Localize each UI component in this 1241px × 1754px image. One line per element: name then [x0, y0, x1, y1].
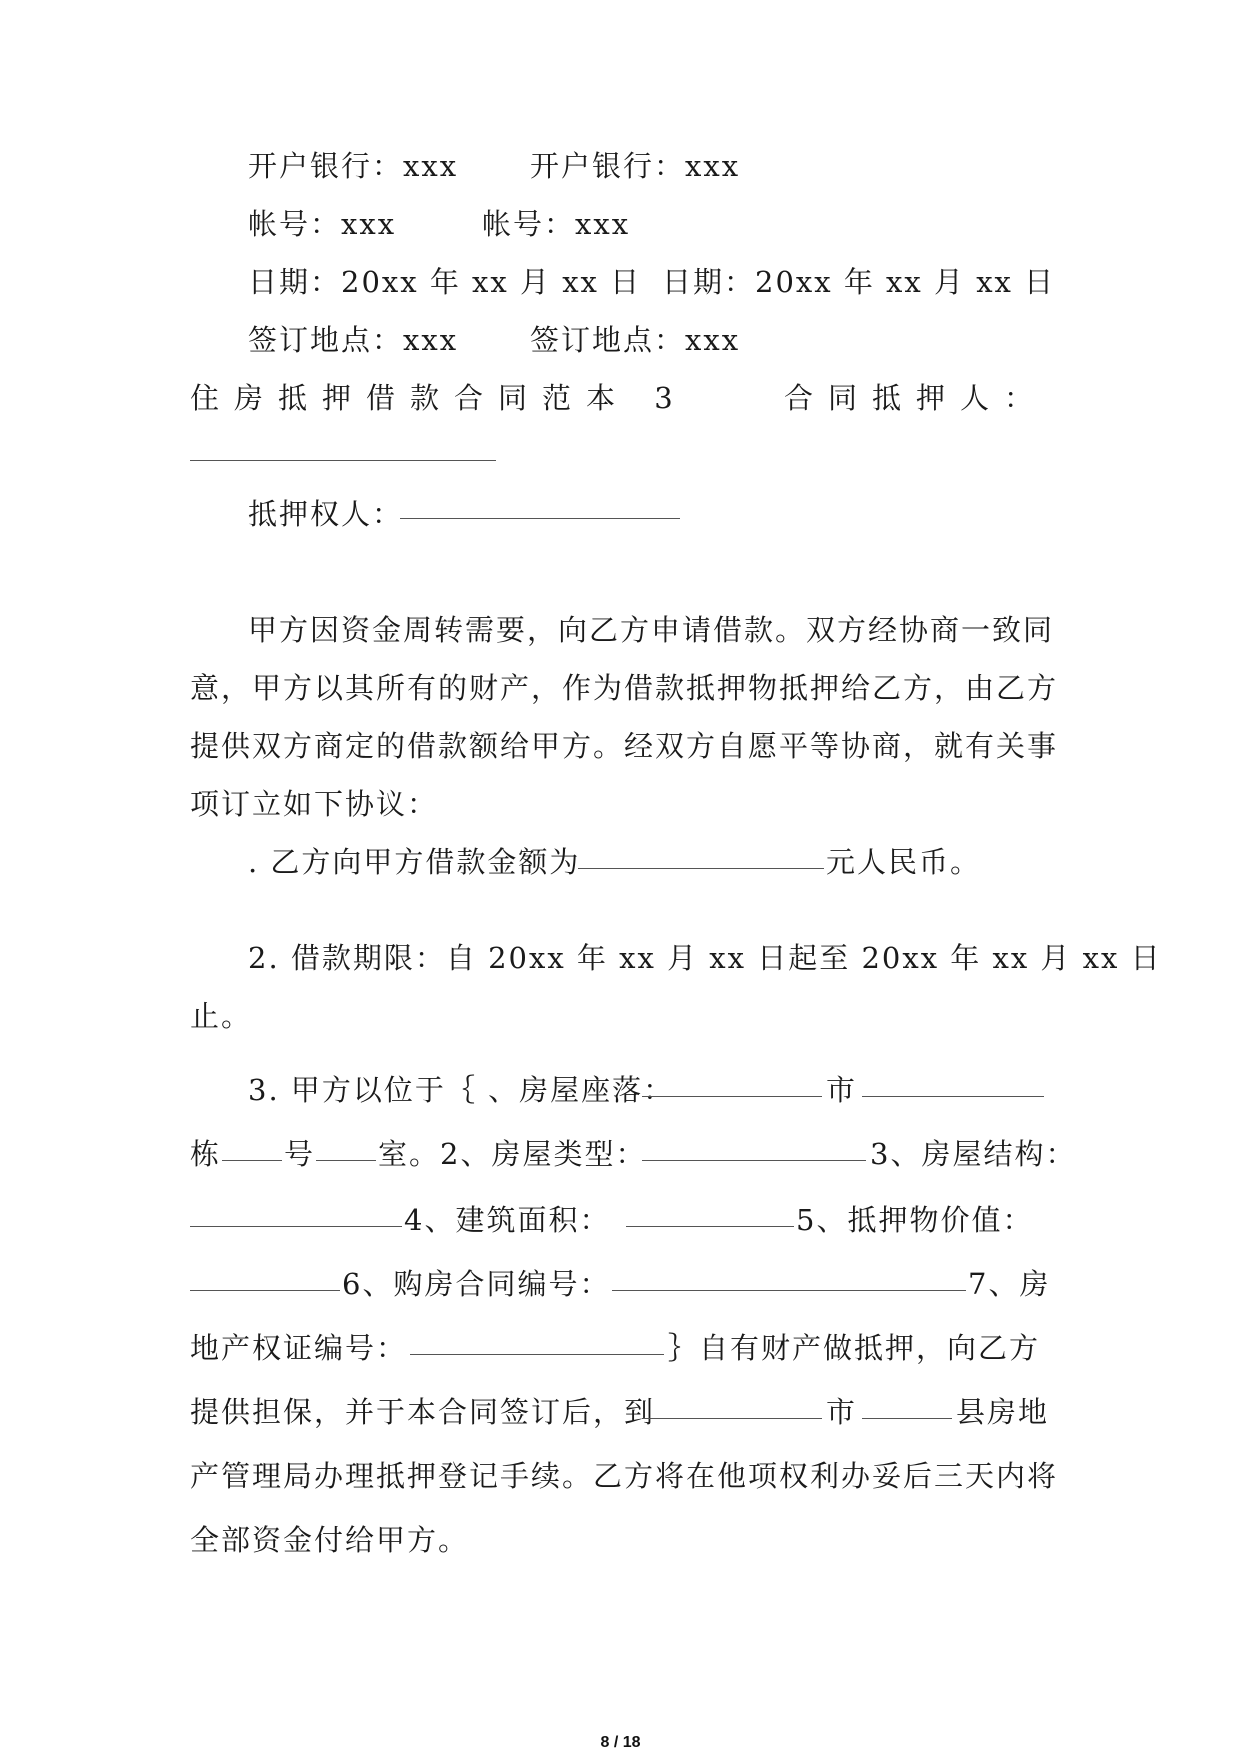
clause2-line-1: 2. 借款期限：自 20xx 年 xx 月 xx 日起至 20xx 年 xx 月 xx 日 [248, 941, 1162, 975]
place-b: 签订地点：xxx [530, 323, 741, 357]
clause3-line2-d: 3、房屋结构： [870, 1137, 1077, 1171]
clause3-line1-b: 市 [826, 1073, 858, 1107]
clause3-line7: 产管理局办理抵押登记手续。乙方将在他项权利办妥后三天内将 [190, 1459, 1059, 1493]
contract-no-blank [612, 1290, 966, 1291]
mortgagor-label: 合同抵押人： [784, 381, 1049, 415]
house-type-blank [642, 1160, 866, 1161]
number-blank [316, 1160, 376, 1161]
mortgagee-label: 抵押权人： [248, 497, 404, 531]
account-a: 帐号：xxx [248, 207, 397, 241]
certificate-no-blank [410, 1354, 664, 1355]
clause3-line6-c: 县房地 [956, 1395, 1050, 1429]
page-number: 8 / 18 [600, 1734, 641, 1751]
account-b: 帐号：xxx [482, 207, 631, 241]
clause3-line5-b: ｝自有财产做抵押，向乙方 [668, 1331, 1041, 1365]
city-blank [862, 1096, 1044, 1097]
registration-city-blank [642, 1418, 822, 1419]
clause2-line-2: 止。 [190, 999, 253, 1033]
clause3-line2-c: 室。2、房屋类型： [378, 1137, 647, 1171]
contract-title: 住房抵押借款合同范本 3 [190, 381, 688, 415]
clause3-line3-a: 4、建筑面积： [404, 1203, 611, 1237]
structure-blank [190, 1226, 402, 1227]
place-a: 签订地点：xxx [248, 323, 459, 357]
county-blank [862, 1418, 952, 1419]
clause3-line6-a: 提供担保，并于本合同签订后，到 [190, 1395, 656, 1429]
clause3-line4-a: 6、购房合同编号： [342, 1267, 611, 1301]
clause1-suffix: 元人民币。 [826, 845, 982, 879]
clause3-line8: 全部资金付给甲方。 [190, 1523, 470, 1557]
bank-b: 开户银行：xxx [530, 149, 741, 183]
bank-a: 开户银行：xxx [248, 149, 459, 183]
location-blank [642, 1096, 822, 1097]
clause3-line3-b: 5、抵押物价值： [796, 1203, 1034, 1237]
intro-line-1: 甲方因资金周转需要，向乙方申请借款。双方经协商一致同 [248, 613, 1055, 647]
clause1-prefix: . 乙方向甲方借款金额为 [248, 845, 581, 879]
clause3-line6-b: 市 [826, 1395, 858, 1429]
mortgagor-blank [190, 460, 496, 461]
area-blank [626, 1226, 794, 1227]
intro-line-2: 意，甲方以其所有的财产，作为借款抵押物抵押给乙方，由乙方 [190, 671, 1059, 705]
loan-amount-blank [578, 868, 824, 869]
date-a: 日期：20xx 年 xx 月 xx 日 [248, 265, 642, 299]
building-blank [222, 1160, 282, 1161]
intro-line-4: 项订立如下协议： [190, 787, 439, 821]
intro-line-3: 提供双方商定的借款额给甲方。经双方自愿平等协商，就有关事 [190, 729, 1059, 763]
clause3-line2-b: 号 [284, 1137, 316, 1171]
clause3-line2-a: 栋 [190, 1137, 222, 1171]
mortgagee-blank [400, 518, 680, 519]
clause3-line4-b: 7、房 [968, 1267, 1051, 1301]
clause3-line5-a: 地产权证编号： [190, 1331, 408, 1365]
clause3-line1-a: 3. 甲方以位于｛ 、房屋座落： [248, 1073, 675, 1107]
value-blank [190, 1290, 340, 1291]
date-b: 日期：20xx 年 xx 月 xx 日 [662, 265, 1056, 299]
